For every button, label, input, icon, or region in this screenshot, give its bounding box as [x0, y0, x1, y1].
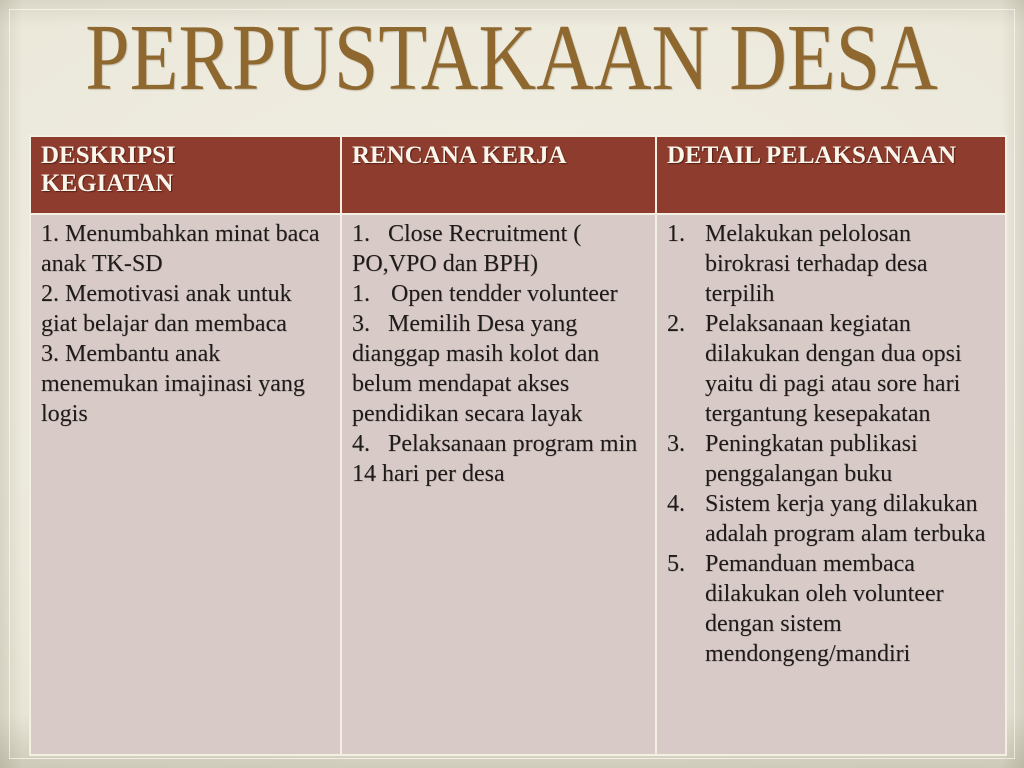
item-number: 2. [41, 281, 59, 307]
list-item [352, 279, 647, 309]
list-item [41, 219, 332, 279]
page-title: PERPUSTAKAAN DESA [85, 6, 939, 110]
list-item [41, 279, 332, 339]
item-text: Melakukan pelolosan birokrasi terhadap desa terpilih [705, 221, 928, 307]
item-number: 1. [41, 221, 59, 247]
item-number: 4. [667, 491, 685, 517]
column-header-deskripsi-kegiatan [30, 136, 341, 214]
item-text: Memotivasi anak untuk giat belajar dan membaca [41, 281, 292, 337]
item-number: 1. [667, 221, 685, 247]
title-area [0, 6, 1024, 110]
item-number: 1. [352, 281, 370, 307]
item-text: Pelaksanaan program min 14 hari per desa [352, 431, 638, 487]
column-header-label: DETAIL PELAKSANAAN [667, 142, 957, 169]
item-number: 1. [352, 221, 370, 247]
item-text: Close Recruitment ( PO,VPO dan BPH) [352, 221, 582, 277]
list-item [667, 309, 997, 429]
item-number: 3. [41, 341, 59, 367]
item-number: 3. [352, 311, 370, 337]
list-item [352, 309, 647, 429]
list-item [352, 429, 647, 489]
cell-detail-pelaksanaan [656, 214, 1006, 755]
cell-rencana-kerja [341, 214, 656, 755]
item-number: 5. [667, 551, 685, 577]
list-item [41, 339, 332, 429]
item-text: Pemanduan membaca dilakukan oleh volunteer dengan sistem mendongeng/mandiri [705, 551, 944, 667]
item-number: 4. [352, 431, 370, 457]
item-number: 3. [667, 431, 685, 457]
item-text: Sistem kerja yang dilakukan adalah program alam terbuka [705, 491, 986, 547]
item-text: Open tendder volunteer [391, 281, 618, 307]
item-text: Peningkatan publikasi penggalangan buku [705, 431, 918, 487]
column-header-rencana-kerja [341, 136, 656, 214]
column-header-detail-pelaksanaan [656, 136, 1006, 214]
column-header-label: RENCANA KERJA [352, 142, 567, 169]
list-item [667, 429, 997, 489]
header-row [30, 136, 1006, 214]
item-number: 2. [667, 311, 685, 337]
item-text: Membantu anak menemukan imajinasi yang logis [41, 341, 305, 427]
data-table [29, 135, 1007, 756]
cell-deskripsi-kegiatan [30, 214, 341, 755]
column-header-label: DESKRIPSI KEGIATAN [41, 142, 176, 197]
item-text: Pelaksanaan kegiatan dilakukan dengan dua opsi yaitu di pagi atau sore hari tergantung kesepakatan [705, 311, 962, 427]
item-text: Memilih Desa yang dianggap masih kolot dan belum mendapat akses pendidikan secara layak [352, 311, 600, 427]
item-text: Menumbahkan minat baca anak TK-SD [41, 221, 320, 277]
list-item [352, 219, 647, 279]
list-item [667, 219, 997, 309]
list-item [667, 489, 997, 549]
list-item [667, 549, 997, 669]
body-row [30, 214, 1006, 755]
